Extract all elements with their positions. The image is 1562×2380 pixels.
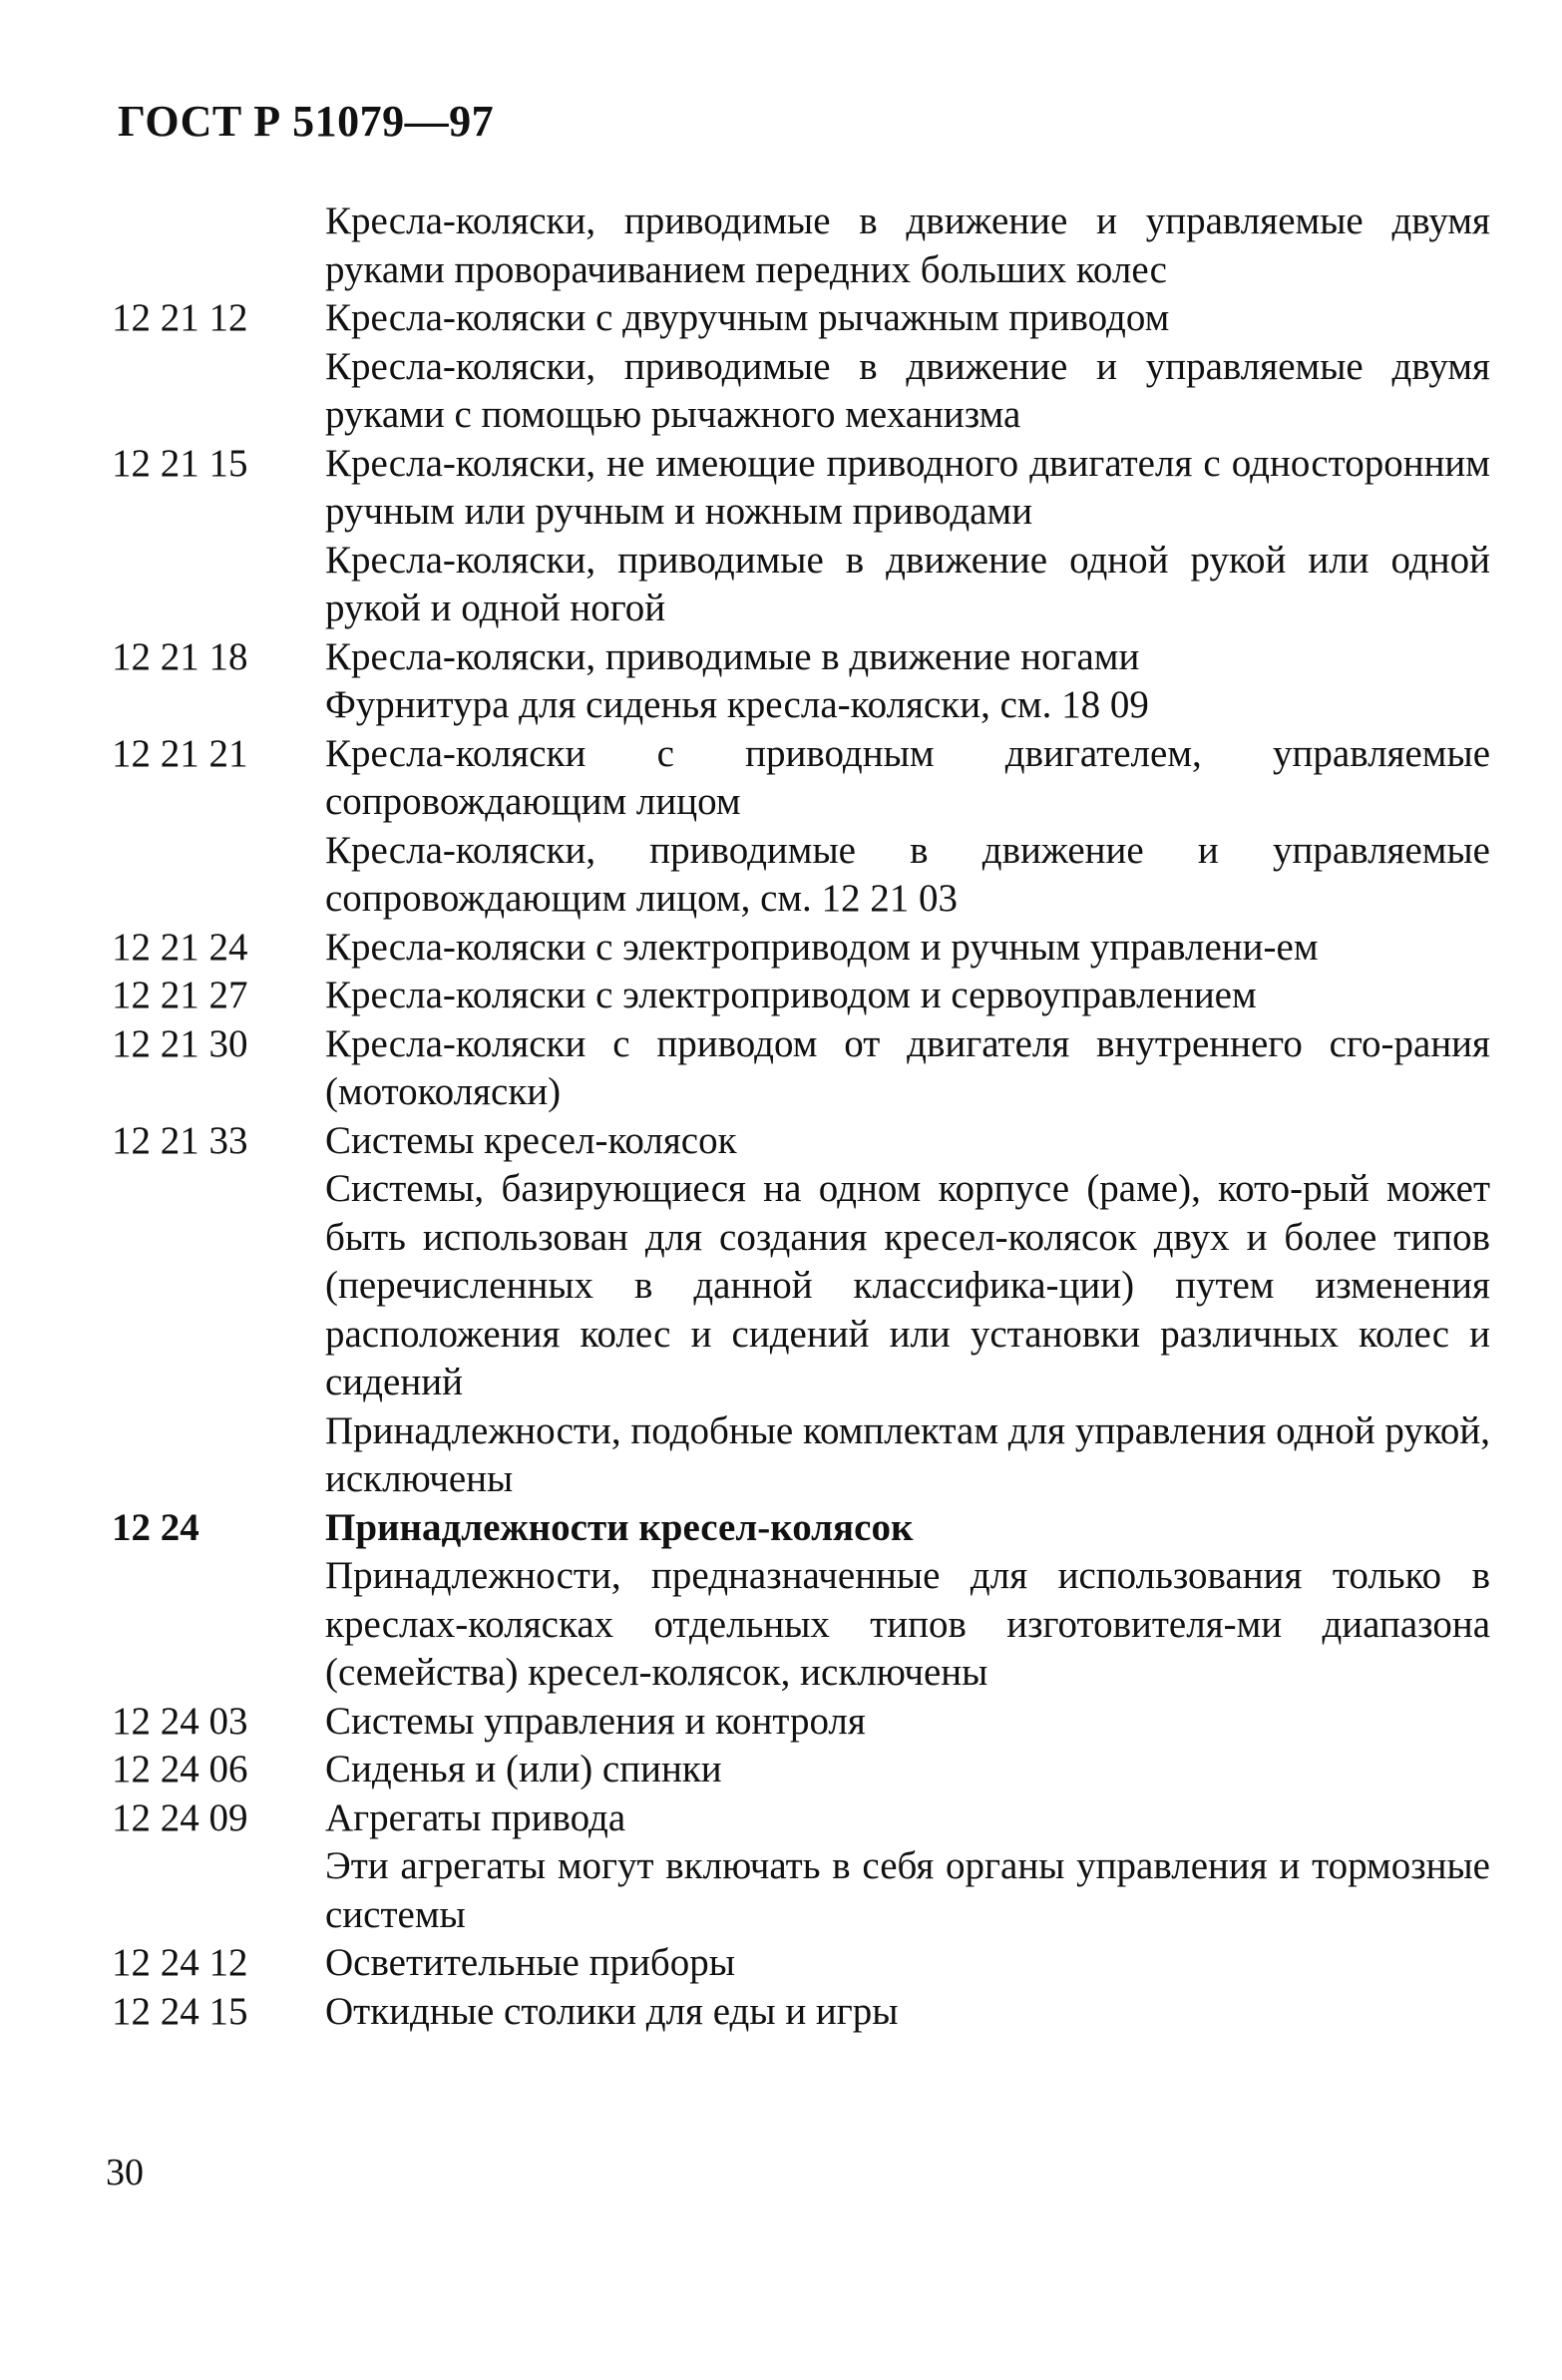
classification-description: Кресла-коляски, не имеющие приводного двигателя с односторонним ручным или ручным и ножным приводами (325, 441, 1490, 533)
classification-code: 12 24 03 (112, 1699, 248, 1743)
classification-code: 12 21 24 (112, 925, 248, 969)
classification-description: Кресла-коляски, приводимые в движение одной рукой или одной рукой и одной ногой (325, 538, 1490, 629)
standard-title: ГОСТ Р 51079—97 (118, 97, 495, 146)
classification-row (112, 1552, 1490, 1698)
classification-code: 12 24 06 (112, 1748, 248, 1790)
classification-code: 12 21 21 (112, 731, 248, 775)
classification-description: Кресла-коляски с двуручным рычажным приводом (325, 296, 1170, 339)
classification-description: Осветительные приборы (325, 1941, 735, 1984)
classification-row (112, 1407, 1490, 1504)
classification-description: Сиденья и (или) спинки (325, 1748, 722, 1790)
classification-description: Кресла-коляски с приводным двигателем, управляемые сопровождающим лицом (325, 731, 1490, 823)
classification-row (112, 924, 1490, 973)
classification-description: Эти агрегаты могут включать в себя органы управления и тормозные системы (325, 1844, 1490, 1936)
classification-row (112, 1698, 1490, 1747)
classification-row (112, 294, 1490, 343)
classification-description: Кресла-коляски, приводимые в движение и управляемые сопровождающим лицом, см. 12 21 03 (325, 828, 1490, 920)
classification-description: Принадлежности, предназначенные для использования только в креслах-колясках отдельных типов изготовителя-ми диапазона (семейства) кресел-колясок, исключены (325, 1554, 1490, 1694)
classification-row (112, 1020, 1490, 1117)
classification-code: 12 21 33 (112, 1118, 248, 1162)
classification-code: 12 24 (112, 1505, 199, 1549)
classification-code: 12 24 09 (112, 1795, 248, 1839)
classification-row (112, 681, 1490, 730)
classification-row (112, 1117, 1490, 1166)
classification-description: Кресла-коляски с электроприводом и ручным управлени-ем (325, 925, 1319, 969)
classification-row (112, 1842, 1490, 1939)
classification-description: Системы, базирующиеся на одном корпусе (раме), кото-рый может быть использован для создания кресел-колясок двух и более типов (перечисленных в данной классифика-ции) путем изменения расположения колес и сидений или установки различных колес и сидений (325, 1167, 1490, 1403)
classification-row (112, 1165, 1490, 1407)
classification-code: 12 21 27 (112, 974, 248, 1016)
classification-description: Откидные столики для еды и игры (325, 1989, 899, 2033)
classification-row (112, 827, 1490, 924)
classification-list (112, 198, 1490, 2036)
section-heading-row (112, 1504, 1490, 1553)
classification-description: Кресла-коляски, приводимые в движение ногами (325, 634, 1140, 678)
classification-description: Принадлежности кресел-колясок (325, 1505, 914, 1549)
classification-description: Принадлежности, подобные комплектам для управления одной рукой, исключены (325, 1408, 1490, 1500)
classification-row (112, 1746, 1490, 1794)
classification-code: 12 24 12 (112, 1941, 248, 1984)
classification-code: 12 21 18 (112, 634, 248, 678)
classification-description: Фурнитура для сиденья кресла-коляски, см. 18 09 (325, 683, 1149, 726)
classification-row (112, 1794, 1490, 1843)
classification-row (112, 633, 1490, 682)
classification-row (112, 343, 1490, 440)
classification-code: 12 24 15 (112, 1989, 248, 2033)
classification-row (112, 1988, 1490, 2037)
classification-row (112, 730, 1490, 827)
classification-code: 12 21 12 (112, 296, 248, 339)
classification-description: Кресла-коляски с приводом от двигателя внутреннего сго-рания (мотоколяски) (325, 1021, 1490, 1113)
classification-description: Агрегаты привода (325, 1795, 626, 1839)
classification-code: 12 21 30 (112, 1021, 248, 1065)
classification-description: Кресла-коляски, приводимые в движение и управляемые двумя руками с помощью рычажного механизма (325, 344, 1490, 436)
classification-row (112, 972, 1490, 1020)
classification-description: Системы кресел-колясок (325, 1118, 737, 1162)
page-number: 30 (106, 2152, 144, 2193)
classification-description: Кресла-коляски, приводимые в движение и управляемые двумя руками проворачиванием передних больших колес (325, 199, 1490, 291)
classification-row (112, 198, 1490, 294)
classification-row (112, 537, 1490, 633)
classification-description: Кресла-коляски с электроприводом и сервоуправлением (325, 974, 1257, 1016)
classification-row (112, 1939, 1490, 1988)
classification-row (112, 440, 1490, 537)
classification-code: 12 21 15 (112, 441, 248, 485)
classification-description: Системы управления и контроля (325, 1699, 866, 1743)
